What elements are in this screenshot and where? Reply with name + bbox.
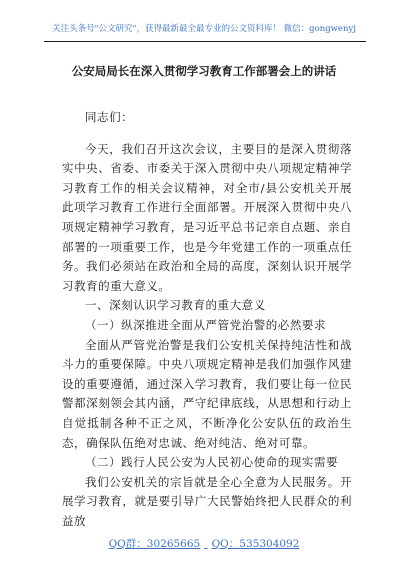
qq-contact-link[interactable]: QQ：535304092: [211, 538, 300, 550]
header-divider: [44, 41, 366, 42]
footer-contact: [0, 536, 408, 551]
header-banner: 关注头条号"公文研究"，获得最新最全最专业的公文资料库！ 微信：gongwenyj: [52, 24, 356, 34]
document-body: [62, 108, 352, 531]
qq-group-link[interactable]: QQ群：30265665: [108, 538, 201, 550]
document-title: 公安局局长在深入贯彻学习教育工作部署会上的讲话: [71, 64, 337, 78]
section-heading: 一、深刻认识学习教育的重大意义: [85, 298, 266, 313]
body-paragraph: 我们公安机关的宗旨就是全心全意为人民服务。开展学习教育，就是要引导广大民警始终把人民群众的利益放: [62, 474, 352, 528]
subsection-heading: （一）纵深推进全面从严管党治警的必然要求: [85, 317, 326, 332]
body-paragraph: 全面从严管党治警是我们公安机关保持纯洁性和战斗力的重要保障。中央八项规定精神是我们加强作风建设的重要遵循，通过深入学习教育，我们要让每一位民警都深刻领会其内涵，严守纪律底线，从思想和行动上自觉抵制各种不正之风，不断净化公安队伍的政治生态，确保队伍绝对忠诚、绝对纯洁、绝对可靠。: [62, 337, 352, 450]
salutation: 同志们：: [85, 110, 134, 124]
body-paragraph: 今天，我们召开这次会议，主要目的是深入贯彻落实中央、省委、市委关于深入贯彻中央八项规定精神学习教育工作的相关会议精神，对全市/县公安机关开展此项学习教育工作进行全面部署。开展深入贯彻中央八项规定精神学习教育，是习近平总书记亲自点题、亲自部署的一项重要工作，也是今年党建工作的一项重点任务。我们必须站在政治和全局的高度，深刻认识开展学习教育的重大意义。: [62, 141, 352, 293]
subsection-heading: （二）践行人民公安为人民初心使命的现实需要: [85, 455, 339, 470]
